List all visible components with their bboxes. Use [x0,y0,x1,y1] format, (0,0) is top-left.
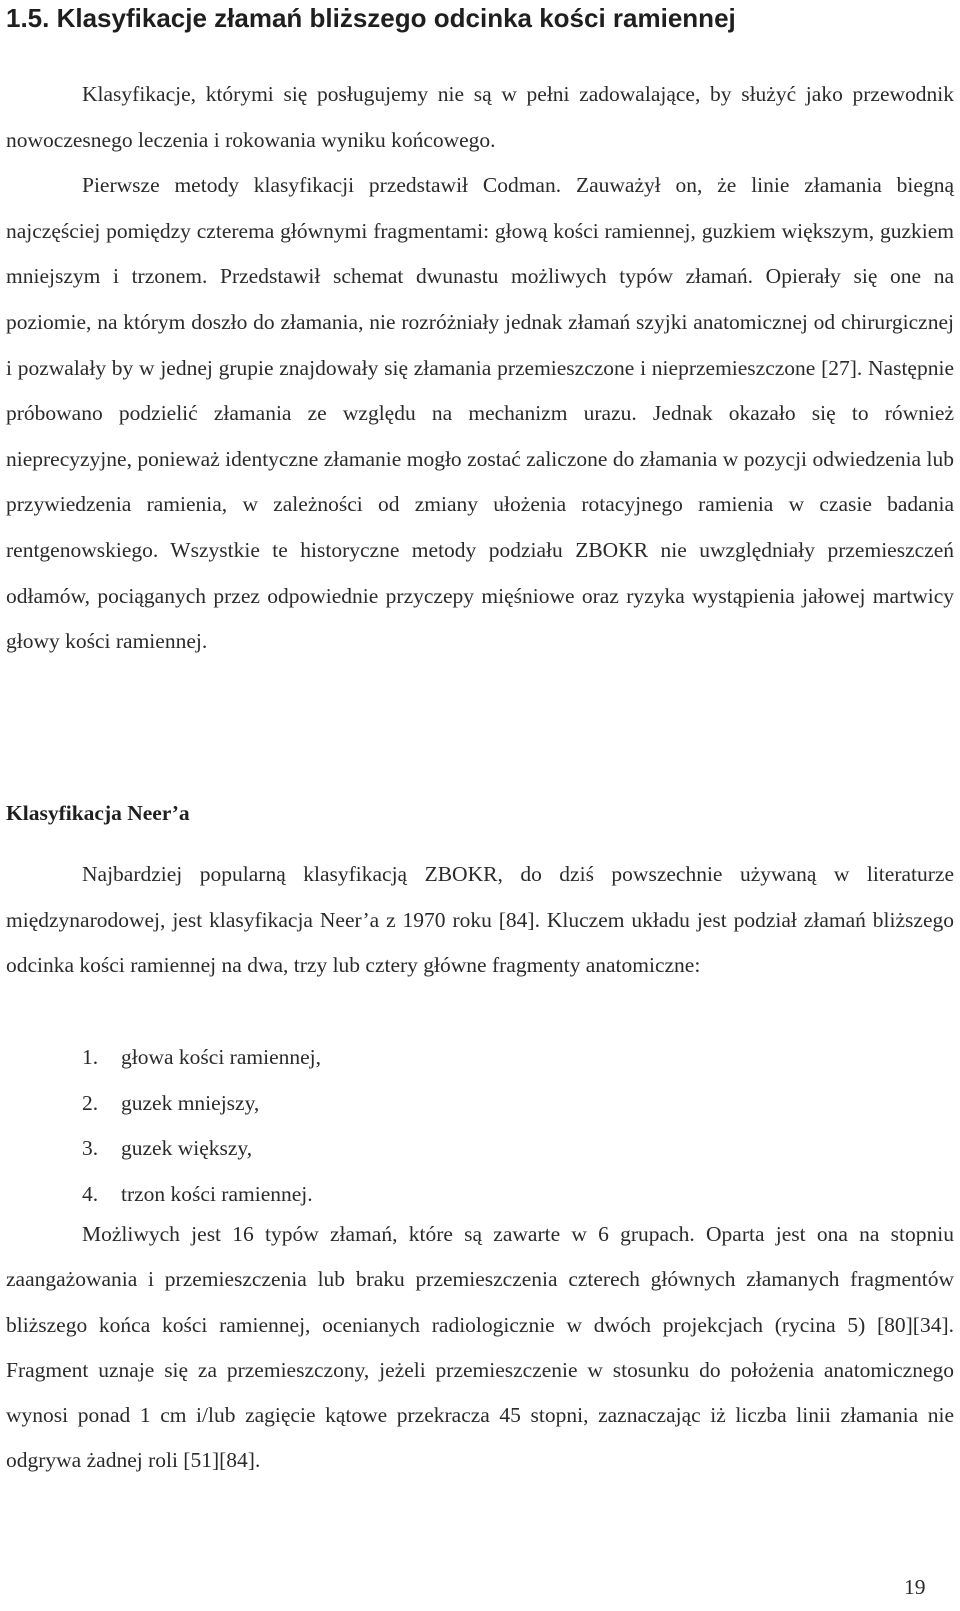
list-item-number: 2. [82,1090,99,1115]
fragments-list [0,1040,948,1222]
list-item-text: guzek mniejszy, [121,1090,260,1115]
list-item-number: 1. [82,1045,99,1069]
list-item [0,1131,948,1177]
paragraph: Najbardziej popularną klasyfikacją ZBOKR, do dziś powszechnie używaną w literaturze międzynarodowej, jest klasyfikacja Neer’a z 1970 roku [84]. Kluczem układu jest podział złamań bliższego odcinka kości ramiennej na dwa, trzy lub cztery główne fragmenty anatomiczne: [6,862,954,977]
intro-text-block [6,72,954,665]
list-item [0,1086,948,1132]
paragraph: Klasyfikacje, którymi się posługujemy nie są w pełni zadowalające, by służyć jako przewodnik nowoczesnego leczenia i rokowania wyniku końcowego. [6,82,954,152]
list-item-text: guzek większy, [121,1136,253,1161]
subsection-heading: Klasyfikacja Neer’a [6,801,190,825]
list-item-number: 4. [82,1181,99,1206]
list-item-text: trzon kości ramiennej. [121,1181,313,1206]
list-item-number: 3. [82,1136,99,1161]
paragraph: Możliwych jest 16 typów złamań, które są zawarte w 6 grupach. Oparta jest ona na stopniu zaangażowania i przemieszczenia lub braku przemieszczenia czterech głównych złamanych fragmentów bliższego końca kości ramiennej, ocenianych radiologicznie w dwóch projekcjach (rycina 5) [80][34]. Fragment uznaje się za przemieszczony, jeżeli przemieszczenie w stosunku do położenia anatomicznego wynosi ponad 1 cm i/lub zagięcie kątowe przekracza 45 stopni, zaznaczając iż liczba linii złamania nie odgrywa żadnej roli [51][84]. [6,1222,954,1473]
page-number: 19 [904,1575,926,1599]
neer-text-block [6,852,954,989]
section-heading: 1.5. Klasyfikacje złamań bliższego odcinka kości ramiennej [6,3,736,33]
list-item-text: głowa kości ramiennej, [121,1045,322,1069]
paragraph: Pierwsze metody klasyfikacji przedstawił Codman. Zauważył on, że linie złamania biegną najczęściej pomiędzy czterema głównymi fragmentami: głową kości ramiennej, guzkiem większym, guzkiem mniejszym i trzonem. Przedstawił schemat dwunastu możliwych typów złamań. Opierały się one na poziomie, na którym doszło do złamania, nie rozróżniały jednak złamań szyjki anatomicznej od chirurgicznej i pozwalały by w jednej grupie znajdowały się złamania przemieszczone i nieprzemieszczone [27]. Następnie próbowano podzielić złamania ze względu na mechanizm urazu. Jednak okazało się to również nieprecyzyjne, ponieważ identyczne złamanie mogło zostać zaliczone do złamania w pozycji odwiedzenia lub przywiedzenia ramienia, w zależności od zmiany ułożenia rotacyjnego ramienia w czasie badania rentgenowskiego. Wszystkie te historyczne metody podziału ZBOKR nie uwzględniały przemieszczeń odłamów, pociąganych przez odpowiednie przyczepy mięśniowe oraz ryzyka wystąpienia jałowej martwicy głowy kości ramiennej. [6,173,954,654]
list-item [0,1040,948,1086]
closing-text-block [6,1212,954,1484]
